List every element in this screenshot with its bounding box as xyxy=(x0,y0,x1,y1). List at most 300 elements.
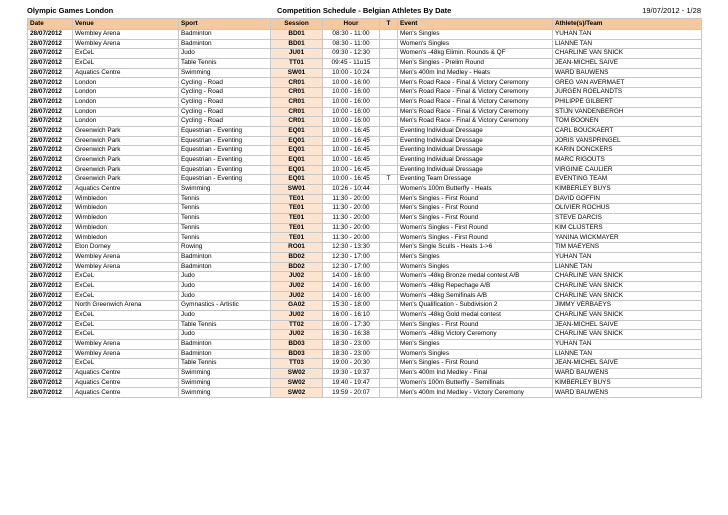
cell-sport: Tennis xyxy=(179,194,271,204)
cell-venue: Greenwich Park xyxy=(73,155,179,165)
cell-venue: Greenwich Park xyxy=(73,126,179,136)
cell-date: 28/07/2012 xyxy=(28,243,73,253)
table-row xyxy=(28,214,702,224)
cell-athlete: DAVID GOFFIN xyxy=(553,194,702,204)
cell-t xyxy=(380,243,398,253)
cell-sport: Equestrian - Eventing xyxy=(179,136,271,146)
cell-venue: Greenwich Park xyxy=(73,165,179,175)
cell-venue: London xyxy=(73,97,179,107)
cell-venue: Wimbledon xyxy=(73,194,179,204)
cell-venue: Wembley Arena xyxy=(73,252,179,262)
cell-sport: Judo xyxy=(179,291,271,301)
cell-venue: ExCeL xyxy=(73,59,179,69)
table-row xyxy=(28,262,702,272)
table-row xyxy=(28,272,702,282)
cell-date: 28/07/2012 xyxy=(28,388,73,398)
cell-session: CR01 xyxy=(271,117,323,127)
column-header-sport: Sport xyxy=(179,19,271,30)
cell-t xyxy=(380,146,398,156)
cell-event: Women's -48kg Gold medal contest xyxy=(398,310,553,320)
cell-date: 28/07/2012 xyxy=(28,359,73,369)
cell-date: 28/07/2012 xyxy=(28,155,73,165)
cell-venue: ExCeL xyxy=(73,281,179,291)
cell-hour: 11:30 - 20:00 xyxy=(323,194,380,204)
table-row xyxy=(28,310,702,320)
cell-event: Men's Road Race - Final & Victory Ceremony xyxy=(398,107,553,117)
cell-session: SW02 xyxy=(271,378,323,388)
cell-venue: London xyxy=(73,117,179,127)
cell-athlete: YUHAN TAN xyxy=(553,30,702,40)
cell-date: 28/07/2012 xyxy=(28,214,73,224)
cell-session: SW01 xyxy=(271,185,323,195)
cell-date: 28/07/2012 xyxy=(28,78,73,88)
table-row xyxy=(28,320,702,330)
cell-hour: 10:00 - 16:45 xyxy=(323,175,380,185)
cell-hour: 10:00 - 16:45 xyxy=(323,146,380,156)
cell-t xyxy=(380,252,398,262)
cell-venue: Wembley Arena xyxy=(73,340,179,350)
cell-athlete: JEAN-MICHEL SAIVE xyxy=(553,320,702,330)
cell-t xyxy=(380,378,398,388)
cell-date: 28/07/2012 xyxy=(28,291,73,301)
cell-venue: ExCeL xyxy=(73,310,179,320)
cell-date: 28/07/2012 xyxy=(28,117,73,127)
cell-session: BD01 xyxy=(271,30,323,40)
column-header-session: Session xyxy=(271,19,323,30)
cell-t xyxy=(380,340,398,350)
cell-event: Eventing Individual Dressage xyxy=(398,126,553,136)
cell-venue: London xyxy=(73,107,179,117)
cell-session: TE01 xyxy=(271,233,323,243)
cell-hour: 10:00 - 16:45 xyxy=(323,165,380,175)
cell-t xyxy=(380,155,398,165)
cell-date: 28/07/2012 xyxy=(28,272,73,282)
table-row xyxy=(28,378,702,388)
cell-event: Eventing Individual Dressage xyxy=(398,146,553,156)
cell-hour: 10:00 - 10:24 xyxy=(323,68,380,78)
cell-venue: Greenwich Park xyxy=(73,146,179,156)
cell-sport: Swimming xyxy=(179,378,271,388)
cell-event: Women's Singles xyxy=(398,262,553,272)
table-row xyxy=(28,117,702,127)
cell-session: TT02 xyxy=(271,320,323,330)
cell-date: 28/07/2012 xyxy=(28,281,73,291)
table-row xyxy=(28,281,702,291)
cell-session: JU02 xyxy=(271,330,323,340)
cell-session: TE01 xyxy=(271,194,323,204)
cell-event: Men's 400m Ind Medley - Victory Ceremony xyxy=(398,388,553,398)
cell-sport: Table Tennis xyxy=(179,359,271,369)
cell-hour: 12:30 - 17:00 xyxy=(323,262,380,272)
table-row xyxy=(28,194,702,204)
cell-athlete: JEAN-MICHEL SAIVE xyxy=(553,59,702,69)
cell-athlete: KIM CLIJSTERS xyxy=(553,223,702,233)
cell-sport: Tennis xyxy=(179,223,271,233)
cell-t xyxy=(380,68,398,78)
table-row xyxy=(28,388,702,398)
cell-session: EQ01 xyxy=(271,155,323,165)
cell-t xyxy=(380,262,398,272)
cell-event: Women's -48kg Repechage A/B xyxy=(398,281,553,291)
cell-t xyxy=(380,291,398,301)
cell-sport: Badminton xyxy=(179,340,271,350)
cell-t xyxy=(380,359,398,369)
cell-t xyxy=(380,126,398,136)
cell-event: Men's Singles xyxy=(398,252,553,262)
cell-venue: Wembley Arena xyxy=(73,262,179,272)
cell-session: CR01 xyxy=(271,107,323,117)
cell-hour: 08:30 - 11:00 xyxy=(323,39,380,49)
cell-hour: 15:30 - 18:00 xyxy=(323,301,380,311)
cell-sport: Cycling - Road xyxy=(179,78,271,88)
cell-athlete: MARC RIGOUTS xyxy=(553,155,702,165)
cell-venue: London xyxy=(73,88,179,98)
cell-session: EQ01 xyxy=(271,136,323,146)
cell-event: Men's 400m Ind Medley - Final xyxy=(398,369,553,379)
table-row xyxy=(28,30,702,40)
cell-date: 28/07/2012 xyxy=(28,349,73,359)
cell-athlete: CHARLINE VAN SNICK xyxy=(553,272,702,282)
cell-athlete: OLIVIER ROCHUS xyxy=(553,204,702,214)
cell-sport: Equestrian - Eventing xyxy=(179,175,271,185)
table-row xyxy=(28,107,702,117)
cell-event: Men's 400m Ind Medley - Heats xyxy=(398,68,553,78)
cell-session: TE01 xyxy=(271,223,323,233)
cell-date: 28/07/2012 xyxy=(28,252,73,262)
cell-athlete: WARD BAUWENS xyxy=(553,369,702,379)
cell-event: Eventing Individual Dressage xyxy=(398,136,553,146)
cell-athlete: GREG VAN AVERMAET xyxy=(553,78,702,88)
cell-event: Men's Singles - First Round xyxy=(398,194,553,204)
cell-athlete: WARD BAUWENS xyxy=(553,68,702,78)
cell-sport: Tennis xyxy=(179,214,271,224)
cell-date: 28/07/2012 xyxy=(28,301,73,311)
table-row xyxy=(28,78,702,88)
cell-t xyxy=(380,281,398,291)
cell-session: CR01 xyxy=(271,78,323,88)
cell-venue: ExCeL xyxy=(73,291,179,301)
cell-event: Men's Singles - First Round xyxy=(398,320,553,330)
cell-date: 28/07/2012 xyxy=(28,175,73,185)
cell-venue: ExCeL xyxy=(73,359,179,369)
cell-sport: Cycling - Road xyxy=(179,88,271,98)
cell-session: JU02 xyxy=(271,281,323,291)
cell-venue: Aquatics Centre xyxy=(73,369,179,379)
table-row xyxy=(28,330,702,340)
table-row xyxy=(28,175,702,185)
cell-venue: Wimbledon xyxy=(73,223,179,233)
cell-session: SW01 xyxy=(271,68,323,78)
table-row xyxy=(28,233,702,243)
cell-session: BD02 xyxy=(271,262,323,272)
cell-athlete: JIMMY VERBAEYS xyxy=(553,301,702,311)
cell-session: EQ01 xyxy=(271,165,323,175)
cell-hour: 19:00 - 20:30 xyxy=(323,359,380,369)
cell-sport: Tennis xyxy=(179,233,271,243)
cell-athlete: YANINA WICKMAYER xyxy=(553,233,702,243)
table-row xyxy=(28,88,702,98)
header-date-page: 19/07/2012 - 1/28 xyxy=(642,6,701,15)
cell-venue: Greenwich Park xyxy=(73,136,179,146)
cell-date: 28/07/2012 xyxy=(28,310,73,320)
cell-athlete: VIRGINIE CAULIER xyxy=(553,165,702,175)
cell-session: JU02 xyxy=(271,291,323,301)
cell-date: 28/07/2012 xyxy=(28,88,73,98)
cell-sport: Cycling - Road xyxy=(179,107,271,117)
cell-date: 28/07/2012 xyxy=(28,30,73,40)
table-header-row xyxy=(28,19,702,30)
cell-sport: Rowing xyxy=(179,243,271,253)
cell-venue: Wembley Arena xyxy=(73,39,179,49)
cell-venue: Wimbledon xyxy=(73,233,179,243)
cell-event: Women's -48kg Elimin. Rounds & QF xyxy=(398,49,553,59)
cell-sport: Table Tennis xyxy=(179,320,271,330)
cell-hour: 08:30 - 11:00 xyxy=(323,30,380,40)
cell-t xyxy=(380,88,398,98)
table-row xyxy=(28,39,702,49)
cell-session: BD02 xyxy=(271,252,323,262)
cell-event: Men's Road Race - Final & Victory Ceremony xyxy=(398,97,553,107)
cell-session: RO01 xyxy=(271,243,323,253)
cell-athlete: YUHAN TAN xyxy=(553,340,702,350)
cell-hour: 10:00 - 16:00 xyxy=(323,88,380,98)
cell-hour: 14:00 - 16:00 xyxy=(323,281,380,291)
cell-hour: 16:30 - 16:38 xyxy=(323,330,380,340)
table-row xyxy=(28,155,702,165)
cell-event: Eventing Individual Dressage xyxy=(398,155,553,165)
cell-date: 28/07/2012 xyxy=(28,340,73,350)
cell-t xyxy=(380,107,398,117)
cell-venue: Wembley Arena xyxy=(73,30,179,40)
cell-t xyxy=(380,233,398,243)
cell-t xyxy=(380,97,398,107)
cell-venue: Greenwich Park xyxy=(73,175,179,185)
column-header-venue: Venue xyxy=(73,19,179,30)
cell-t xyxy=(380,78,398,88)
cell-date: 28/07/2012 xyxy=(28,233,73,243)
table-row xyxy=(28,146,702,156)
cell-athlete: CHARLINE VAN SNICK xyxy=(553,310,702,320)
cell-event: Men's Singles - First Round xyxy=(398,204,553,214)
cell-sport: Cycling - Road xyxy=(179,97,271,107)
schedule-table xyxy=(27,18,702,398)
cell-athlete: WARD BAUWENS xyxy=(553,388,702,398)
table-row xyxy=(28,97,702,107)
cell-session: BD01 xyxy=(271,39,323,49)
cell-venue: ExCeL xyxy=(73,320,179,330)
cell-athlete: PHILIPPE GILBERT xyxy=(553,97,702,107)
cell-sport: Judo xyxy=(179,310,271,320)
cell-hour: 16:00 - 17:30 xyxy=(323,320,380,330)
cell-t: T xyxy=(380,175,398,185)
cell-t xyxy=(380,330,398,340)
cell-athlete: EVENTING TEAM xyxy=(553,175,702,185)
cell-session: SW02 xyxy=(271,369,323,379)
cell-t xyxy=(380,136,398,146)
cell-t xyxy=(380,214,398,224)
cell-date: 28/07/2012 xyxy=(28,223,73,233)
cell-sport: Equestrian - Eventing xyxy=(179,155,271,165)
cell-hour: 11:30 - 20:00 xyxy=(323,223,380,233)
column-header-t: T xyxy=(380,19,398,30)
cell-date: 28/07/2012 xyxy=(28,97,73,107)
cell-venue: ExCeL xyxy=(73,272,179,282)
table-row xyxy=(28,185,702,195)
cell-athlete: JORIS VANSPRINGEL xyxy=(553,136,702,146)
cell-athlete: YUHAN TAN xyxy=(553,252,702,262)
cell-date: 28/07/2012 xyxy=(28,49,73,59)
cell-athlete: KIMBERLEY BUYS xyxy=(553,185,702,195)
cell-athlete: CHARLINE VAN SNICK xyxy=(553,49,702,59)
cell-athlete: KARIN DONCKERS xyxy=(553,146,702,156)
cell-session: BD03 xyxy=(271,349,323,359)
table-row xyxy=(28,359,702,369)
cell-session: TE01 xyxy=(271,214,323,224)
cell-date: 28/07/2012 xyxy=(28,369,73,379)
cell-session: EQ01 xyxy=(271,126,323,136)
table-row xyxy=(28,291,702,301)
cell-date: 28/07/2012 xyxy=(28,136,73,146)
cell-sport: Gymnastics - Artistic xyxy=(179,301,271,311)
cell-athlete: JURGEN ROELANDTS xyxy=(553,88,702,98)
cell-hour: 09:30 - 12:30 xyxy=(323,49,380,59)
cell-athlete: CARL BOUCKAERT xyxy=(553,126,702,136)
table-row xyxy=(28,349,702,359)
cell-t xyxy=(380,204,398,214)
cell-venue: ExCeL xyxy=(73,49,179,59)
cell-t xyxy=(380,165,398,175)
table-row xyxy=(28,369,702,379)
cell-event: Men's Road Race - Final & Victory Ceremony xyxy=(398,78,553,88)
table-row xyxy=(28,49,702,59)
cell-event: Women's Singles - First Round xyxy=(398,233,553,243)
cell-hour: 10:26 - 10:44 xyxy=(323,185,380,195)
cell-session: EQ01 xyxy=(271,146,323,156)
header-left-title: Olympic Games London xyxy=(27,6,114,15)
cell-t xyxy=(380,30,398,40)
cell-t xyxy=(380,59,398,69)
cell-session: CR01 xyxy=(271,97,323,107)
cell-session: JU01 xyxy=(271,49,323,59)
cell-sport: Judo xyxy=(179,272,271,282)
cell-sport: Table Tennis xyxy=(179,59,271,69)
cell-hour: 14:00 - 16:00 xyxy=(323,291,380,301)
cell-athlete: LIANNE TAN xyxy=(553,349,702,359)
table-row xyxy=(28,165,702,175)
cell-venue: Aquatics Centre xyxy=(73,68,179,78)
table-row xyxy=(28,223,702,233)
cell-date: 28/07/2012 xyxy=(28,185,73,195)
cell-event: Women's Singles - First Round xyxy=(398,223,553,233)
cell-date: 28/07/2012 xyxy=(28,320,73,330)
cell-event: Eventing Team Dressage xyxy=(398,175,553,185)
cell-sport: Badminton xyxy=(179,30,271,40)
cell-sport: Judo xyxy=(179,49,271,59)
cell-hour: 11:30 - 20:00 xyxy=(323,214,380,224)
cell-t xyxy=(380,272,398,282)
column-header-hour: Hour xyxy=(323,19,380,30)
cell-hour: 10:00 - 16:00 xyxy=(323,117,380,127)
cell-hour: 10:00 - 16:00 xyxy=(323,78,380,88)
cell-hour: 10:00 - 16:45 xyxy=(323,155,380,165)
cell-event: Men's Singles - First Round xyxy=(398,214,553,224)
cell-athlete: LIANNE TAN xyxy=(553,262,702,272)
cell-hour: 11:30 - 20:00 xyxy=(323,204,380,214)
cell-hour: 11:30 - 20:00 xyxy=(323,233,380,243)
cell-t xyxy=(380,349,398,359)
cell-event: Women's 100m Butterfly - Semifinals xyxy=(398,378,553,388)
cell-venue: Aquatics Centre xyxy=(73,388,179,398)
table-row xyxy=(28,126,702,136)
cell-venue: Eton Dorney xyxy=(73,243,179,253)
cell-t xyxy=(380,194,398,204)
cell-hour: 18:30 - 23:00 xyxy=(323,340,380,350)
table-row xyxy=(28,301,702,311)
cell-venue: Aquatics Centre xyxy=(73,185,179,195)
cell-t xyxy=(380,388,398,398)
cell-hour: 10:00 - 16:00 xyxy=(323,107,380,117)
cell-session: TE01 xyxy=(271,204,323,214)
cell-venue: London xyxy=(73,78,179,88)
cell-venue: Wembley Arena xyxy=(73,349,179,359)
cell-sport: Equestrian - Eventing xyxy=(179,126,271,136)
cell-hour: 19:59 - 20:07 xyxy=(323,388,380,398)
cell-athlete: CHARLINE VAN SNICK xyxy=(553,330,702,340)
cell-session: TT01 xyxy=(271,59,323,69)
cell-date: 28/07/2012 xyxy=(28,68,73,78)
cell-athlete: STEVE DARCIS xyxy=(553,214,702,224)
cell-date: 28/07/2012 xyxy=(28,146,73,156)
table-row xyxy=(28,136,702,146)
cell-sport: Equestrian - Eventing xyxy=(179,165,271,175)
cell-sport: Swimming xyxy=(179,369,271,379)
cell-event: Men's Singles - Prelim Round xyxy=(398,59,553,69)
cell-athlete: JEAN-MICHEL SAIVE xyxy=(553,359,702,369)
cell-session: TT03 xyxy=(271,359,323,369)
cell-sport: Swimming xyxy=(179,185,271,195)
cell-hour: 19:30 - 19:37 xyxy=(323,369,380,379)
cell-event: Men's Singles - First Round xyxy=(398,359,553,369)
cell-sport: Tennis xyxy=(179,204,271,214)
cell-sport: Badminton xyxy=(179,252,271,262)
cell-athlete: STIJN VANDENBERGH xyxy=(553,107,702,117)
cell-athlete: CHARLINE VAN SNICK xyxy=(553,291,702,301)
cell-session: JU02 xyxy=(271,272,323,282)
cell-t xyxy=(380,223,398,233)
cell-t xyxy=(380,117,398,127)
cell-session: BD03 xyxy=(271,340,323,350)
cell-athlete: TOM BOONEN xyxy=(553,117,702,127)
cell-date: 28/07/2012 xyxy=(28,330,73,340)
cell-date: 28/07/2012 xyxy=(28,59,73,69)
cell-sport: Equestrian - Eventing xyxy=(179,146,271,156)
cell-event: Women's -48kg Semifinals A/B xyxy=(398,291,553,301)
cell-sport: Judo xyxy=(179,330,271,340)
cell-venue: Wimbledon xyxy=(73,204,179,214)
cell-hour: 12:30 - 17:00 xyxy=(323,252,380,262)
cell-date: 28/07/2012 xyxy=(28,204,73,214)
cell-event: Men's Singles xyxy=(398,340,553,350)
cell-t xyxy=(380,39,398,49)
cell-hour: 18:30 - 23:00 xyxy=(323,349,380,359)
cell-hour: 14:00 - 16:00 xyxy=(323,272,380,282)
cell-event: Men's Road Race - Final & Victory Ceremony xyxy=(398,88,553,98)
cell-session: EQ01 xyxy=(271,175,323,185)
cell-venue: Aquatics Centre xyxy=(73,378,179,388)
cell-athlete: KIMBERLEY BUYS xyxy=(553,378,702,388)
cell-event: Women's -48kg Bronze medal contest A/B xyxy=(398,272,553,282)
cell-date: 28/07/2012 xyxy=(28,107,73,117)
